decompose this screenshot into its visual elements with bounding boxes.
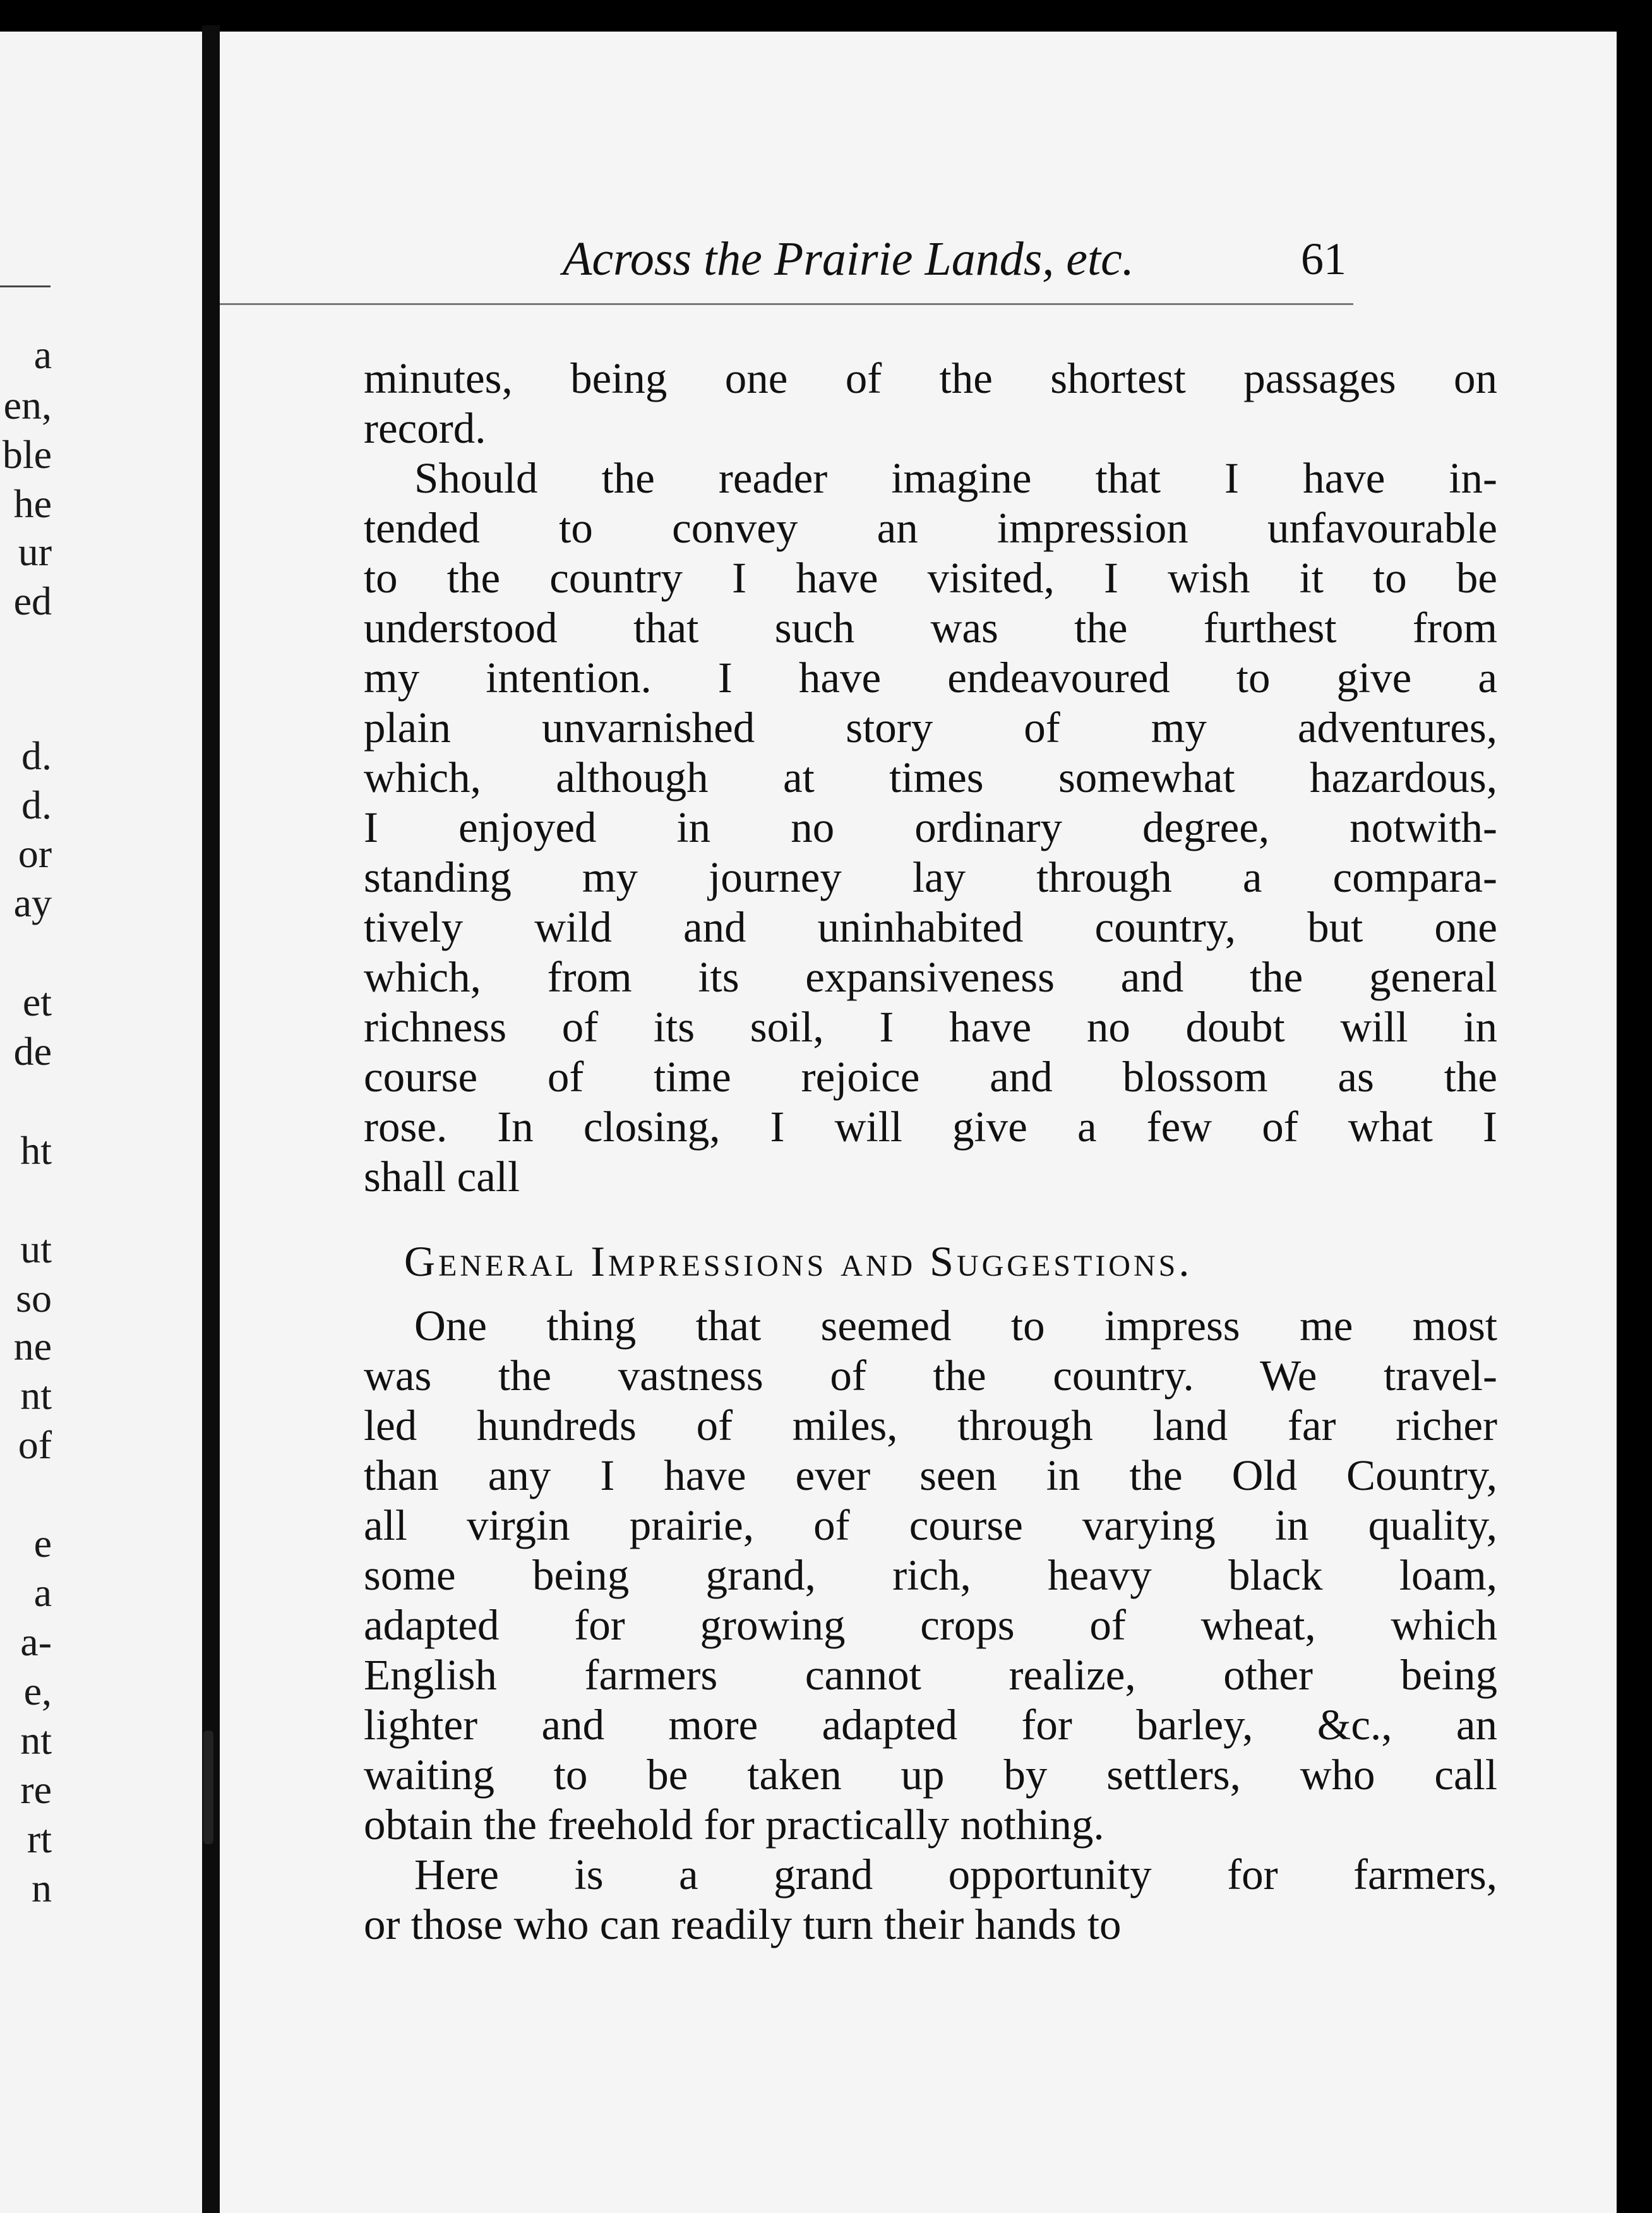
running-title: Across the Prairie Lands, etc. (563, 232, 1134, 285)
facing-page-fragment: ay (13, 880, 52, 925)
text-line: tively wild and uninhabited country, but one (364, 903, 1497, 951)
facing-page-fragment: so (16, 1276, 52, 1321)
paragraph-4 (364, 1850, 1497, 1950)
facing-page-fragment: e, (23, 1669, 52, 1713)
text-line: richness of its soil, I have no doubt will in (364, 1003, 1497, 1051)
text-line: or those who can readily turn their hands to (364, 1900, 1122, 1948)
facing-page-fragment: nt (20, 1718, 52, 1763)
text-line: than any I have ever seen in the Old Country, (364, 1451, 1497, 1499)
facing-page-text-fragments (0, 32, 63, 2213)
text-line: obtain the freehold for practically nothing. (364, 1801, 1104, 1849)
text-line: to the country I have visited, I wish it to be (364, 554, 1497, 602)
text-line: plain unvarnished story of my adventures, (364, 704, 1497, 752)
header-rule (220, 303, 1353, 305)
facing-page-fragment: a (33, 1570, 52, 1615)
text-line: One thing that seemed to impress me most (414, 1302, 1497, 1350)
facing-page-fragment: d. (21, 733, 52, 778)
book-page (220, 32, 1652, 2213)
text-line: adapted for growing crops of wheat, which (364, 1601, 1497, 1649)
text-line: which, although at times somewhat hazardous, (364, 753, 1497, 801)
facing-page-fragment: ut (20, 1226, 52, 1271)
binding-mark (203, 1730, 213, 1844)
text-line: lighter and more adapted for barley, &c., an (364, 1701, 1497, 1749)
text-line: rose. In closing, I will give a few of what I (364, 1103, 1497, 1151)
text-line: Should the reader imagine that I have in- (414, 454, 1497, 502)
body-text (364, 354, 1497, 1950)
text-line: understood that such was the furthest from (364, 604, 1497, 652)
book-gutter (202, 25, 220, 2213)
paragraph-3 (364, 1301, 1497, 1850)
facing-page-fragment: en, (3, 383, 52, 428)
text-line: tended to convey an impression unfavourable (364, 504, 1497, 552)
text-line: led hundreds of miles, through land far richer (364, 1401, 1497, 1449)
text-line: minutes, being one of the shortest passages on (364, 354, 1497, 402)
facing-page-fragment: or (18, 831, 52, 876)
text-line: which, from its expansiveness and the general (364, 953, 1497, 1001)
text-line: all virgin prairie, of course varying in quality, (364, 1501, 1497, 1549)
text-line: Here is a grand opportunity for farmers, (414, 1850, 1497, 1898)
facing-page-fragment: et (22, 980, 52, 1024)
scan-border-right (1617, 0, 1652, 2213)
text-line: waiting to be taken up by settlers, who call (364, 1751, 1497, 1799)
text-line: was the vastness of the country. We travel- (364, 1352, 1497, 1400)
paragraph-1 (364, 354, 1497, 453)
section-heading: General Impressions and Suggestions. (404, 1237, 1193, 1285)
text-line: my intention. I have endeavoured to give a (364, 654, 1497, 702)
text-line: some being grand, rich, heavy black loam, (364, 1551, 1497, 1599)
facing-page-left (0, 32, 212, 2213)
text-line: course of time rejoice and blossom as the (364, 1053, 1497, 1101)
facing-page-fragment: nt (20, 1373, 52, 1418)
facing-page-fragment: ed (13, 579, 52, 623)
text-line: I enjoyed in no ordinary degree, notwith- (364, 803, 1497, 851)
running-header (220, 227, 1353, 291)
paragraph-2 (364, 453, 1497, 1202)
facing-page-fragment: ur (18, 529, 52, 574)
facing-page-fragment: d. (21, 783, 52, 827)
scan-border-top (0, 0, 1652, 32)
facing-page-fragment: he (13, 481, 52, 526)
facing-page-fragment: re (20, 1767, 52, 1812)
facing-page-fragment: ne (13, 1324, 52, 1369)
facing-page-fragment: e (33, 1521, 52, 1566)
facing-page-fragment: ble (2, 432, 52, 477)
facing-page-fragment: a- (20, 1619, 52, 1664)
facing-page-fragment: rt (27, 1816, 52, 1861)
facing-page-fragment: of (18, 1422, 52, 1467)
text-line: English farmers cannot realize, other being (364, 1651, 1497, 1699)
facing-page-fragment: a (33, 332, 52, 377)
page-number: 61 (1301, 234, 1346, 284)
text-line: shall call (364, 1153, 520, 1201)
facing-page-fragment: ht (20, 1128, 52, 1173)
page-body (364, 354, 1497, 1950)
facing-page-fragment: n (32, 1866, 52, 1910)
facing-page-fragment: de (13, 1029, 52, 1074)
text-line: standing my journey lay through a compara- (364, 853, 1497, 901)
text-line: record. (364, 404, 486, 452)
